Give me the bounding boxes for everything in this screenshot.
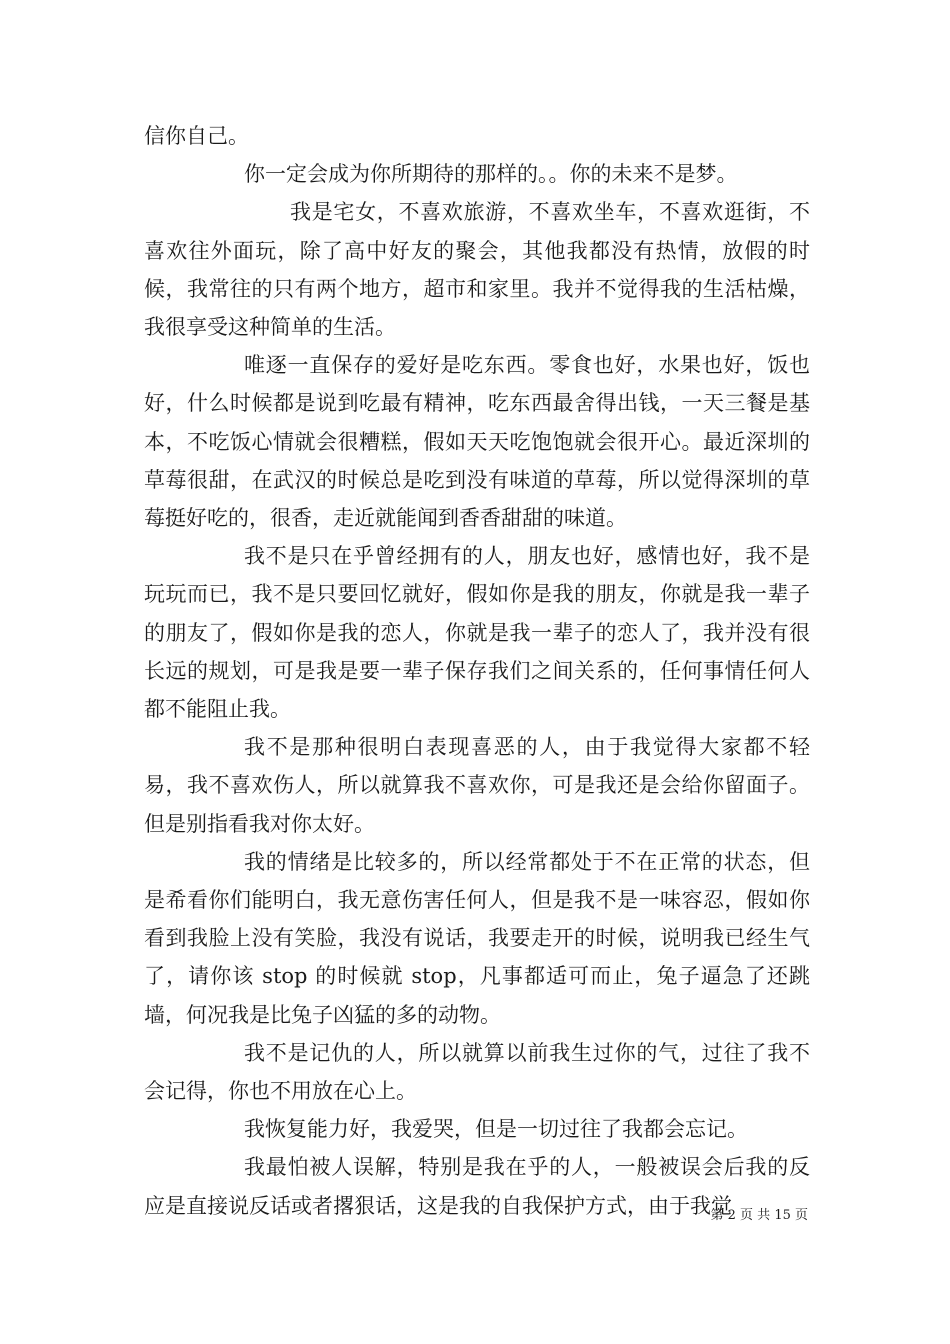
- paragraph: 你一定会成为你所期待的那样的。。你的未来不是梦。: [244, 162, 738, 187]
- paragraph: 信你自己。: [144, 124, 249, 148]
- paragraph: 我不是那种很明白表现喜恶的人，由于我觉得大家都不轻易，我不喜欢伤人，所以就算我不喜欢你，可是我还是会给你留面子。但是别指看我对你太好。: [144, 735, 810, 836]
- body-text: [144, 117, 810, 1225]
- paragraph: 我的情绪是比较多的，所以经常都处于不在正常的状态，但是希看你们能明白，我无意伤害任何人，但是我不是一味容忍，假如你看到我脸上没有笑脸，我没有说话，我要走开的时候，说明我已经生气了，请你该 stop 的时候就 stop，凡事都适可而止，兔子逼急了还跳墙，何况我是比兔子凶猛的多的动物。: [144, 849, 810, 1027]
- paragraph: 我恢复能力好，我爱哭，但是一切过往了我都会忘记。: [244, 1117, 748, 1142]
- paragraph: 我不是记仇的人，所以就算以前我生过你的气，过往了我不会记得，你也不用放在心上。: [144, 1040, 810, 1104]
- paragraph: 唯逐一直保存的爱好是吃东西。零食也好，水果也好，饭也好，什么时候都是说到吃最有精神，吃东西最舍得出钱，一天三餐是基本，不吃饭心情就会很糟糕，假如天天吃饱饱就会很开心。最近深圳的草莓很甜，在武汉的时候总是吃到没有味道的草莓，所以觉得深圳的草莓挺好吃的，很香，走近就能闻到香香甜甜的味道。: [144, 353, 810, 531]
- paragraph: 我是宅女，不喜欢旅游，不喜欢坐车，不喜欢逛街，不喜欢往外面玩，除了高中好友的聚会，其他我都没有热情，放假的时候，我常往的只有两个地方，超市和家里。我并不觉得我的生活枯燥，我很享受这种简单的生活。: [144, 200, 810, 340]
- paragraph: 我最怕被人误解，特别是我在乎的人，一般被误会后我的反应是直接说反话或者撂狠话，这是我的自我保护方式，由于我觉: [144, 1155, 810, 1218]
- page-number-footer: 第 2 页 共 15 页: [710, 1208, 808, 1223]
- paragraph: 我不是只在乎曾经拥有的人，朋友也好，感情也好，我不是玩玩而已，我不是只要回忆就好，假如你是我的朋友，你就是我一辈子的朋友了，假如你是我的恋人，你就是我一辈子的恋人了，我并没有很长远的规划，可是我是要一辈子保存我们之间关系的，任何事情任何人都不能阻止我。: [144, 544, 810, 722]
